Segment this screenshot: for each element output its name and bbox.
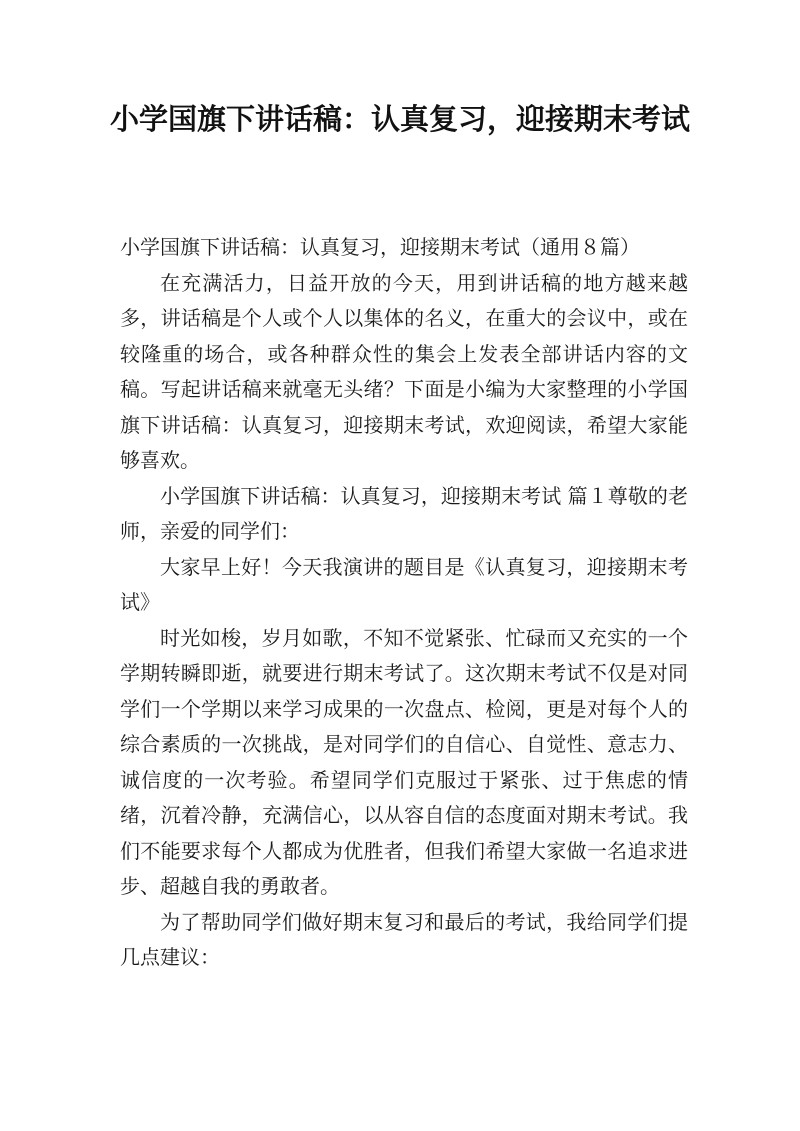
greeting-paragraph: 大家早上好！今天我演讲的题目是《认真复习，迎接期末考试》 — [120, 554, 688, 614]
intro-paragraph: 在充满活力，日益开放的今天，用到讲话稿的地方越来越多，讲话稿是个人或个人以集体的名义，在重大的会议中，或在较隆重的场合，或各种群众性的集会上发表全部讲话内容的文稿。写起讲话稿来就毫无头绪？下面是小编为大家整理的小学国旗下讲话稿：认真复习，迎接期末考试，欢迎阅读，希望大家能够喜欢。 — [120, 270, 688, 472]
suggestion-intro-paragraph: 为了帮助同学们做好期末复习和最后的考试，我给同学们提几点建议： — [120, 909, 688, 969]
subtitle-paragraph: 小学国旗下讲话稿：认真复习，迎接期末考试（通用８篇） — [120, 235, 640, 259]
document-title: 小学国旗下讲话稿：认真复习，迎接期末考试 — [109, 102, 690, 136]
section-heading-paragraph: 小学国旗下讲话稿：认真复习，迎接期末考试 篇１尊敬的老师，亲爱的同学们： — [120, 483, 688, 543]
body-paragraph: 时光如梭，岁月如歌，不知不觉紧张、忙碌而又充实的一个学期转瞬即逝，就要进行期末考试了。这次期末考试不仅是对同学们一个学期以来学习成果的一次盘点、检阅，更是对每个人的综合素质的一次挑战，是对同学们的自信心、自觉性、意志力、诚信度的一次考验。希望同学们克服过于紧张、过于焦虑的情绪，沉着冷静，充满信心，以从容自信的态度面对期末考试。我们不能要求每个人都成为优胜者，但我们希望大家做一名追求进步、超越自我的勇敢者。 — [120, 625, 688, 898]
document-body — [120, 230, 688, 976]
